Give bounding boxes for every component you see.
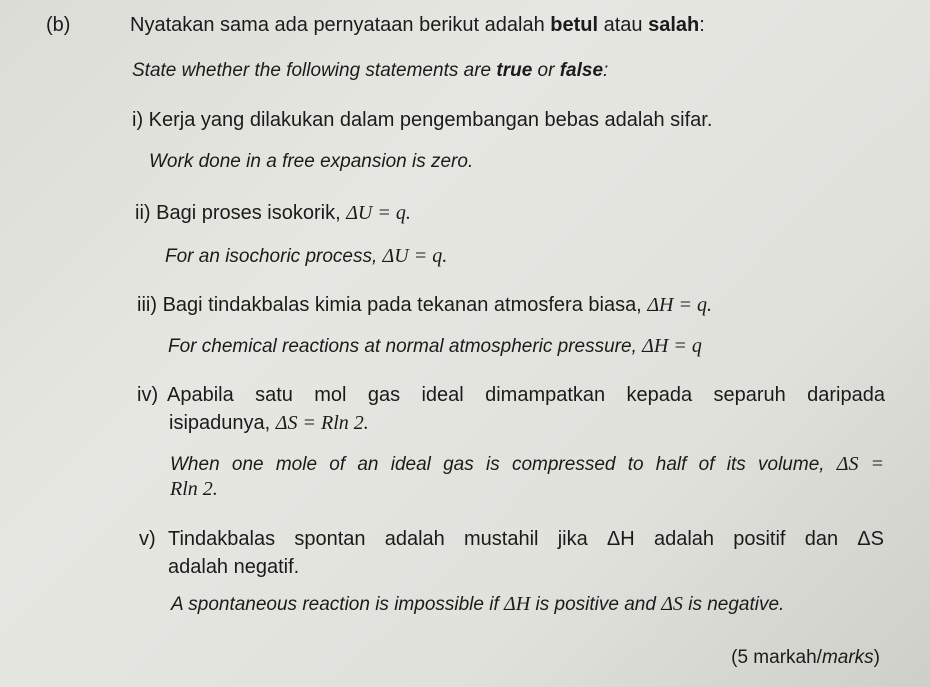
heading-english: State whether the following statements are true or false: <box>132 60 609 81</box>
heading-malay: Nyatakan sama ada pernyataan berikut adalah betul atau salah: <box>130 14 705 36</box>
statement-4-malay-line2: isipadunya, ΔS = Rln 2. <box>169 412 369 434</box>
part-label: (b) <box>46 14 71 36</box>
statement-4-english-line2: Rln 2. <box>170 478 218 500</box>
statement-5-malay-line1: Tindakbalas spontan adalah mustahil jika ΔH adalah positif dan ΔS <box>168 528 884 550</box>
marks-allocation: (5 markah/marks) <box>731 647 880 668</box>
statement-5-malay-line2: adalah negatif. <box>168 556 300 578</box>
statement-4-malay-line1: iv) <box>137 384 159 406</box>
statement-2-malay: ii) Bagi proses isokorik, ΔU = q. <box>135 202 411 224</box>
statement-2-english: For an isochoric process, ΔU = q. <box>165 245 448 267</box>
statement-5-english: A spontaneous reaction is impossible if ΔH is positive and ΔS is negative. <box>171 593 785 615</box>
statement-5-num: v) <box>139 528 156 550</box>
statement-3-english: For chemical reactions at normal atmospheric pressure, ΔH = q <box>168 335 702 357</box>
statement-3-malay: iii) Bagi tindakbalas kimia pada tekanan atmosfera biasa, ΔH = q. <box>137 294 712 316</box>
statement-1-malay: i) Kerja yang dilakukan dalam pengembangan bebas adalah sifar. <box>132 109 713 131</box>
statement-1-english: Work done in a free expansion is zero. <box>149 151 474 172</box>
statement-4-malay-text: Apabila satu mol gas ideal dimampatkan kepada separuh daripada <box>167 384 885 406</box>
statement-4-english-line1: When one mole of an ideal gas is compressed to half of its volume, ΔS = <box>170 453 884 475</box>
